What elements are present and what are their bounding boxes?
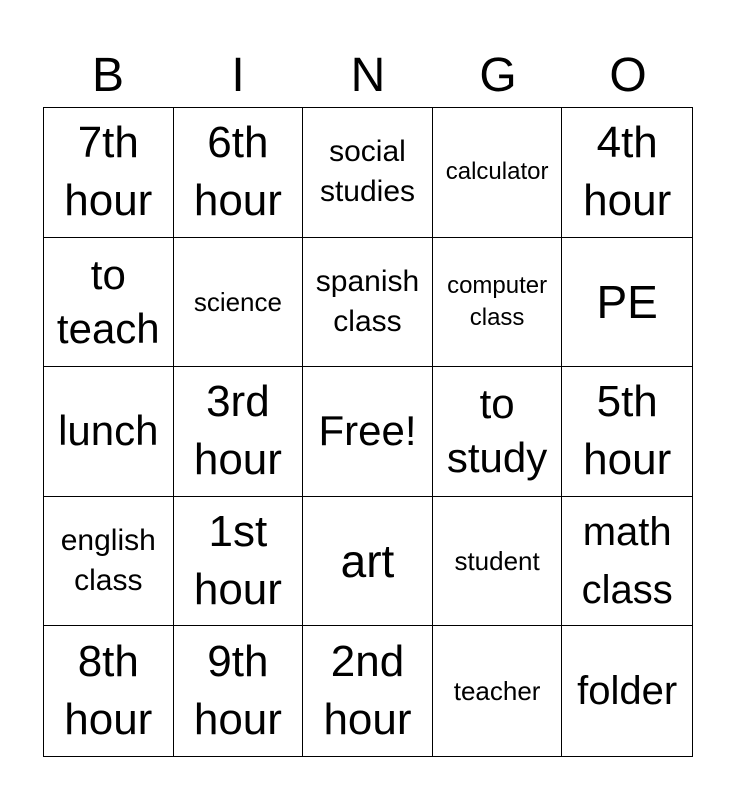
bingo-cell[interactable]: [174, 238, 304, 368]
bingo-cell[interactable]: [44, 497, 174, 627]
bingo-cell[interactable]: [174, 367, 304, 497]
cell-text: english class: [60, 524, 156, 598]
cell-text: 4th hour: [583, 118, 672, 226]
bingo-cell[interactable]: [303, 367, 433, 497]
cell-text: calculator: [445, 158, 549, 186]
bingo-cell[interactable]: [562, 108, 692, 238]
cell-text: lunch: [58, 407, 159, 455]
cell-text: art: [340, 535, 395, 588]
cell-text: to teach: [56, 250, 160, 352]
cell-text: 6th hour: [193, 118, 282, 226]
bingo-cell[interactable]: [303, 497, 433, 627]
cell-text: PE: [596, 275, 658, 328]
cell-text: Free!: [318, 407, 417, 455]
bingo-cell[interactable]: [174, 626, 304, 756]
bingo-cell[interactable]: [562, 238, 692, 368]
cell-text: teacher: [453, 676, 541, 707]
bingo-cell[interactable]: [44, 367, 174, 497]
bingo-cell[interactable]: [562, 367, 692, 497]
cell-text: 5th hour: [583, 377, 672, 485]
header-letter-b: B: [91, 49, 124, 102]
bingo-cell[interactable]: [303, 626, 433, 756]
bingo-cell[interactable]: [433, 238, 563, 368]
cell-text: to study: [446, 380, 548, 482]
header-letter-g: G: [479, 49, 517, 102]
cell-text: student: [454, 546, 540, 577]
bingo-cell[interactable]: [433, 367, 563, 497]
bingo-cell[interactable]: [433, 497, 563, 627]
header-letter-o: O: [609, 49, 647, 102]
cell-text: 2nd hour: [323, 637, 412, 745]
header-letter-n: N: [350, 49, 386, 102]
cell-text: folder: [577, 669, 678, 714]
bingo-cell[interactable]: [44, 626, 174, 756]
bingo-cell[interactable]: [44, 238, 174, 368]
cell-text: computer class: [447, 271, 548, 331]
cell-text: social studies: [319, 135, 416, 209]
bingo-header: [43, 44, 693, 108]
cell-text: 8th hour: [64, 637, 153, 745]
cell-text: math class: [581, 510, 673, 613]
bingo-cell[interactable]: [433, 626, 563, 756]
cell-text: 1st hour: [193, 507, 282, 615]
cell-text: science: [193, 286, 282, 317]
bingo-cell[interactable]: [174, 497, 304, 627]
cell-text: 9th hour: [193, 637, 282, 745]
bingo-cell[interactable]: [303, 238, 433, 368]
cell-text: spanish class: [315, 264, 420, 338]
cell-text: 3rd hour: [193, 377, 282, 485]
bingo-board: [43, 107, 693, 757]
cell-text: 7th hour: [64, 118, 153, 226]
bingo-cell[interactable]: [562, 497, 692, 627]
bingo-cell[interactable]: [303, 108, 433, 238]
bingo-cell[interactable]: [562, 626, 692, 756]
bingo-cell[interactable]: [44, 108, 174, 238]
bingo-cell[interactable]: [433, 108, 563, 238]
header-letter-i: I: [231, 49, 245, 102]
bingo-cell[interactable]: [174, 108, 304, 238]
